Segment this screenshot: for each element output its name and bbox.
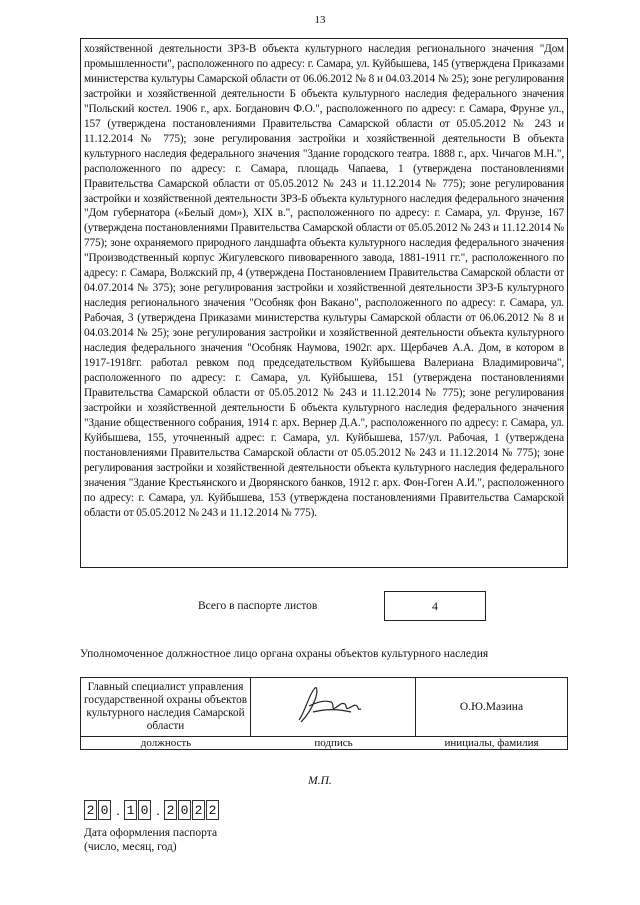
date-digit: 2 (206, 800, 219, 820)
date-digit: 2 (164, 800, 177, 820)
date-digit: 2 (192, 800, 205, 820)
signature-row (81, 678, 567, 737)
name-cell (416, 678, 567, 736)
date-separator: . (156, 804, 160, 819)
issue-date-boxes (84, 798, 220, 820)
signatory-position: Главный специалист управления государственной охраны объектов культурного наследия Самарской области (84, 681, 247, 732)
date-digit: 2 (84, 800, 97, 820)
position-cell (81, 678, 251, 736)
date-digit: 0 (138, 800, 151, 820)
total-sheets-value: 4 (384, 591, 486, 621)
issue-date-caption-line1: Дата оформления паспорта (84, 827, 218, 839)
column-label-name: инициалы, фамилия (444, 737, 539, 749)
date-digit: 0 (98, 800, 111, 820)
issue-date-caption-line2: (число, месяц, год) (84, 841, 177, 853)
signature-cell (251, 678, 416, 736)
date-digit: 0 (178, 800, 191, 820)
seal-place-label: М.П. (308, 775, 332, 787)
date-digit: 1 (124, 800, 137, 820)
page-number: 13 (314, 14, 326, 26)
heritage-zones-text: хозяйственной деятельности ЗРЗ-В объекта культурного наследия регионального значения "Дом промышленности", расположенного по адресу: г. Самара, ул. Куйбышева, 145 (утверждена Приказами министерства культуры Самарской области от 06.06.2012 № 8 и 04.03.2014 № 25); зоне регулирования застройки и хозяйственной деятельности Б объекта культурного наследия федерального значения "Польский костел. 1906 г., арх. Богданович Ф.О.", расположенного по адресу: г. Самара, Фрунзе ул., 157 (утверждена постановлениями Правительства Самарской области от 05.05.2012 № 243 и 11.12.2014 № 775); зоне регулирования застройки и хозяйственной деятельности В объекта культурного наследия федерального значения "Здание городского театра. 1888 г., арх. Чичагов М.Н.", расположенного по адресу: г. Самара, площадь Чапаева, 1 (утверждена постановлениями Правительства Самарской области от 05.05.2012 № 243 и 11.12.2014 № 775); зоне регулирования застройки и хозяйственной деятельности ЗРЗ-Б объекта культурного наследия федерального значения "Дом губернатора («Белый дом»), XIX в.", расположенного по адресу: г. Самара, ул. Фрунзе, 167 (утверждена постановлениями Правительства Самарской области от 05.05.2012 № 243 и 11.12.2014 № 775); зоне охраняемого природного ландшафта объекта культурного наследия федерального значения "Производственный корпус Жигулевского пивоваренного завода, 1881-1911 гг.", расположенного по адресу: г. Самара, Волжский пр, 4 (утверждена Постановлением Правительства Самарской области от 04.07.2014 № 375); зоне регулирования застройки и хозяйственной деятельности ЗРЗ-Б культурного наследия регионального значения "Особняк фон Вакано", расположенного по адресу: г. Самара, ул. Рабочая, 3 (утверждена Приказами министерства культуры Самарской области от 06.06.2012 № 8 и 04.03.2014 № 25); зоне регулирования застройки и хозяйственной деятельности объекта культурного наследия федерального значения "Особняк Наумова, 1902г. арх. Щербачев А.А. Дом, в котором в 1917-1918гг. работал ревком под председательством Куйбышева Валериана Владимировича", расположенного по адресу: г. Самара, ул. Куйбышева, 151 (утверждена постановлениями Правительства Самарской области от 05.05.2012 № 243 и 11.12.2014 № 775); зоне регулирования застройки и хозяйственной деятельности Б объекта культурного наследия федерального значения "Здание общественного собрания, 1914 г. арх. Вернер Д.А.", расположенного по адресу: г. Самара, ул. Куйбышева, 155, уточненный адрес: г. Самара, ул. Куйбышева, 157/ул. Рабочая, 1 (утверждена постановлениями Правительства Самарской области от 05.05.2012 № 243 и 11.12.2014 № 775); зоне регулирования застройки и хозяйственной деятельности объекта культурного наследия федерального значения "Здание Крестьянского и Дворянского банков, 1912 г. арх. Фон-Гоген А.И.", расположенного по адресу: г. Самара, ул. Куйбышева, 153 (утверждена постановлениями Правительства Самарской области от 05.05.2012 № 243 и 11.12.2014 № 775). (84, 43, 564, 519)
handwritten-signature (291, 682, 371, 730)
authorized-official-label: Уполномоченное должностное лицо органа охраны объектов культурного наследия (80, 648, 489, 660)
signature-column-labels (81, 736, 567, 750)
date-separator: . (116, 804, 120, 819)
issue-date-caption (84, 826, 217, 854)
column-label-signature: подпись (314, 737, 353, 749)
heritage-zones-text-box (80, 38, 568, 568)
signatory-name: О.Ю.Мазина (459, 701, 524, 713)
total-sheets-label: Всего в паспорте листов (198, 600, 318, 612)
column-label-position: должность (140, 737, 192, 749)
signature-table (80, 677, 568, 750)
